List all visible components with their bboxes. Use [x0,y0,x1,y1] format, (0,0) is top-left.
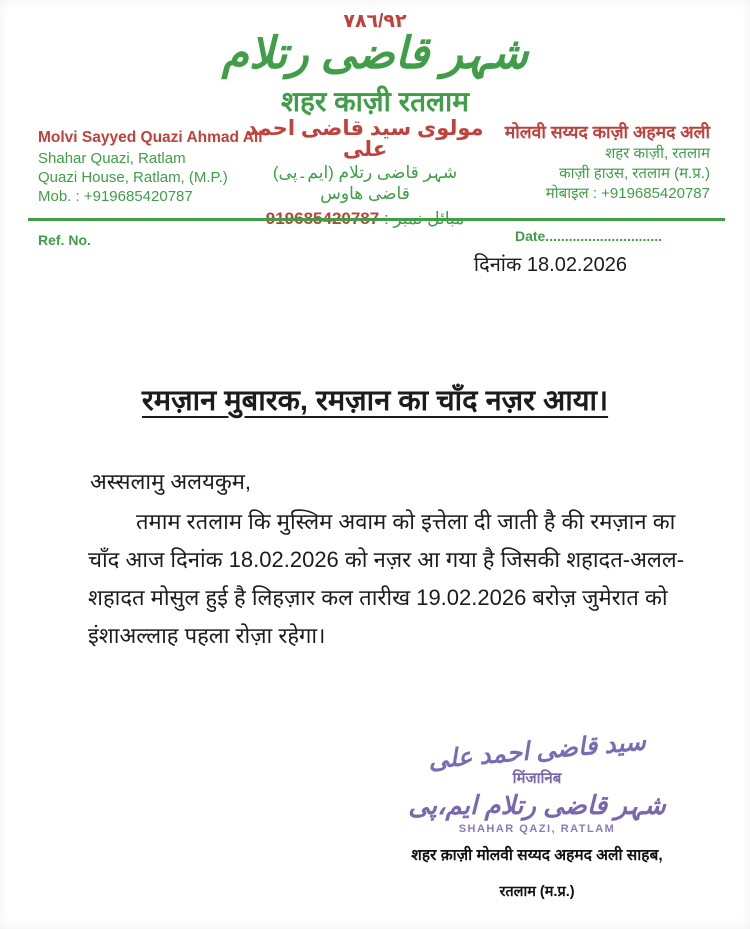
contact-block-hindi [480,122,710,204]
date-value: दिनांक 18.02.2026 [473,254,627,276]
islamic-number-786-92: ٧٨٦/٩٢ [343,11,407,32]
contact-address-english: Quazi House, Ratlam, (M.P.) [38,169,228,186]
signatory-name-hindi: शहर क़ाज़ी मोलवी सय्यद अहमद अली साहब, [411,847,663,864]
contact-name-english: Molvi Sayyed Quazi Ahmad Ali [38,129,263,146]
ref-no-label: Ref. No. [38,232,91,248]
signatory-place-hindi: रतलाम (म.प्र.) [499,884,575,900]
mobile-number-urdu: 919685420787 [265,209,380,228]
contact-designation-english: Shahar Quazi, Ratlam [38,150,186,167]
contact-mobile-hindi: मोबाइल : +919685420787 [545,185,710,202]
contact-block-urdu [240,118,490,229]
letter-heading: रमज़ान मुबारक, रमज़ान का चाँद नज़र आया। [141,385,609,417]
letterhead-divider [28,218,725,221]
contact-name-hindi: मोलवी सय्यद काज़ी अहमद अली [504,122,710,142]
minjanib-stamp-label: मिंजानिब [512,770,562,787]
salutation: अस्सलामु अलयकुम, [90,469,251,494]
mobile-label-urdu: مبائل نمبر : [383,209,465,228]
contact-address-urdu: قاضی ھاوس [320,184,410,203]
letter-body-paragraph: तमाम रतलाम कि मुस्लिम अवाम को इत्तेला दी जाती है की रमज़ान का चाँद आज दिनांक 18.02.2026 को नज़र आ गया है जिसकी शहादत-अलल-शहादत मोसुल हुई है लिहज़ार कल तारीख 19.02.2026 बरोज़ जुमेरात को इंशाअल्लाह पहला रोज़ा रहेगा। [88,509,685,648]
letterhead-title-urdu: شہر قاضی رتلام [221,29,529,78]
contact-designation-urdu: شہر قاضی رتلام (ایم۔پی) [272,163,458,182]
contact-designation-hindi: शहर काज़ी, रतलाम [605,145,710,162]
date-label: Date.............................. [514,228,662,244]
contact-name-urdu: مولوی سید قاضی احمد علی [246,117,484,161]
stamp-urdu-calligraphy: شہر قاضی رتلام ایم،پی [408,790,666,820]
handwritten-signature: سید قاضی احمد علی [427,727,647,775]
stamp-english-label: SHAHAR QAZI, RATLAM [458,823,616,835]
contact-address-hindi: काज़ी हाउस, रतलाम (म.प्र.) [559,165,710,182]
letterhead-title-hindi: शहर काज़ी रतलाम [280,86,470,117]
signature-block [372,727,702,901]
contact-mobile-english: Mob. : +919685420787 [38,188,193,205]
